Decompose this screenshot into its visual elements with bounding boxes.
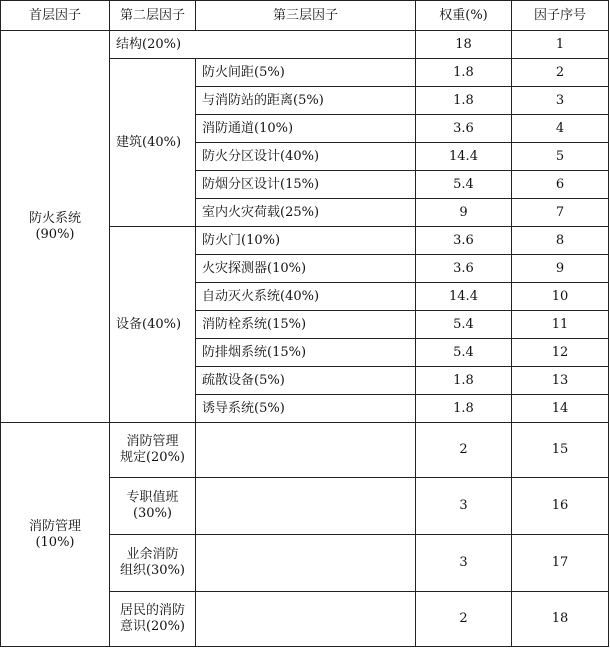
index-cell: 6 xyxy=(512,171,609,199)
l3-cell: 消防通道(10%) xyxy=(196,115,416,143)
weight-cell: 5.4 xyxy=(416,171,512,199)
index-cell: 7 xyxy=(512,199,609,227)
weight-cell: 1.8 xyxy=(416,87,512,115)
index-cell: 15 xyxy=(512,423,609,478)
l2-structure: 结构(20%) xyxy=(110,31,416,59)
l2-equipment: 设备(40%) xyxy=(110,227,196,423)
weight-cell: 1.8 xyxy=(416,367,512,395)
group-pct: (90%) xyxy=(35,226,75,242)
weight-cell: 3.6 xyxy=(416,115,512,143)
l3-empty-cell xyxy=(196,535,416,592)
weight-cell: 2 xyxy=(416,592,512,647)
header-level3: 第三层因子 xyxy=(196,1,416,31)
l3-cell: 防烟分区设计(15%) xyxy=(196,171,416,199)
header-level1: 首层因子 xyxy=(1,1,110,31)
index-cell: 9 xyxy=(512,255,609,283)
weight-cell: 5.4 xyxy=(416,311,512,339)
index-cell: 14 xyxy=(512,395,609,423)
l3-cell: 疏散设备(5%) xyxy=(196,367,416,395)
l3-cell: 防火分区设计(40%) xyxy=(196,143,416,171)
index-cell: 13 xyxy=(512,367,609,395)
index-cell: 17 xyxy=(512,535,609,592)
weight-cell: 3.6 xyxy=(416,227,512,255)
weight-cell: 14.4 xyxy=(416,143,512,171)
weight-cell: 9 xyxy=(416,199,512,227)
l3-cell: 防火间距(5%) xyxy=(196,59,416,87)
index-cell: 8 xyxy=(512,227,609,255)
weight-cell: 5.4 xyxy=(416,339,512,367)
l2-resident xyxy=(110,592,196,647)
header-weight: 权重(%) xyxy=(416,1,512,31)
group-pct: (10%) xyxy=(35,534,75,550)
l2-duty xyxy=(110,478,196,535)
l3-cell: 自动灭火系统(40%) xyxy=(196,283,416,311)
index-cell: 11 xyxy=(512,311,609,339)
l3-cell: 防火门(10%) xyxy=(196,227,416,255)
weight-cell: 3.6 xyxy=(416,255,512,283)
weight-cell: 3 xyxy=(416,478,512,535)
weight-cell: 14.4 xyxy=(416,283,512,311)
weight-cell: 3 xyxy=(416,535,512,592)
index-cell: 12 xyxy=(512,339,609,367)
l3-cell: 与消防站的距离(5%) xyxy=(196,87,416,115)
l2-line: 意识(20%) xyxy=(119,619,186,634)
index-cell: 10 xyxy=(512,283,609,311)
l2-line: 规定(20%) xyxy=(119,450,186,465)
l2-amateur xyxy=(110,535,196,592)
table-row xyxy=(1,31,609,59)
l3-empty-cell xyxy=(196,592,416,647)
l2-line: 消防管理 xyxy=(126,434,179,449)
l3-cell: 室内火灾荷载(25%) xyxy=(196,199,416,227)
l3-cell: 防排烟系统(15%) xyxy=(196,339,416,367)
l2-mgmt-rules xyxy=(110,423,196,478)
l3-empty-cell xyxy=(196,478,416,535)
index-cell: 3 xyxy=(512,87,609,115)
group-fire-system xyxy=(1,31,110,423)
weight-cell: 1.8 xyxy=(416,59,512,87)
weight-cell: 18 xyxy=(416,31,512,59)
l2-line: (30%) xyxy=(132,506,173,521)
index-cell: 18 xyxy=(512,592,609,647)
table-row xyxy=(1,423,609,478)
l2-line: 专职值班 xyxy=(126,490,179,505)
index-cell: 1 xyxy=(512,31,609,59)
index-cell: 16 xyxy=(512,478,609,535)
index-cell: 2 xyxy=(512,59,609,87)
group-fire-management xyxy=(1,423,110,647)
weight-cell: 2 xyxy=(416,423,512,478)
group-label: 消防管理 xyxy=(28,518,81,534)
index-cell: 5 xyxy=(512,143,609,171)
l3-cell: 诱导系统(5%) xyxy=(196,395,416,423)
l3-cell: 火灾探测器(10%) xyxy=(196,255,416,283)
l3-cell: 消防栓系统(15%) xyxy=(196,311,416,339)
header-level2: 第二层因子 xyxy=(110,1,196,31)
index-cell: 4 xyxy=(512,115,609,143)
weight-cell: 1.8 xyxy=(416,395,512,423)
l2-building: 建筑(40%) xyxy=(110,59,196,227)
l3-empty-cell xyxy=(196,423,416,478)
header-index: 因子序号 xyxy=(512,1,609,31)
header-row xyxy=(1,1,609,31)
l2-line: 居民的消防 xyxy=(119,603,185,618)
l2-line: 组织(30%) xyxy=(119,563,186,578)
group-label: 防火系统 xyxy=(28,210,81,226)
l2-line: 业余消防 xyxy=(126,547,179,562)
